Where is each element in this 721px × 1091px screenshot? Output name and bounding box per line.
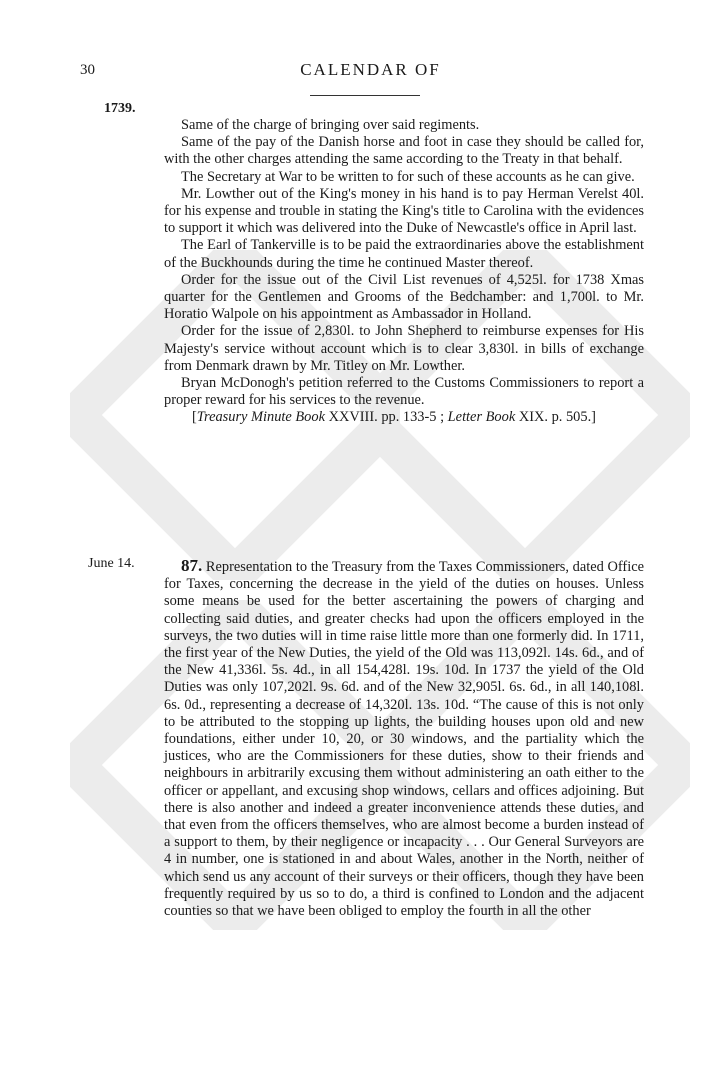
paragraph: Order for the issue of 2,830l. to John Shepherd to reimburse expenses for His Majesty's service without account which is to clear 3,830l. in bills of exchange from Denmark drawn by Mr. Titley on Mr. Lowther.	[164, 323, 644, 374]
paragraph: Order for the issue out of the Civil List revenues of 4,525l. for 1738 Xmas quarter for the Gentlemen and Grooms of the Bedchamber: and 1,700l. to Mr. Horatio Walpole on his appointment as Ambassador in Holland.	[164, 271, 644, 323]
source-citation: [Treasury Minute Book XXVIII. pp. 133-5 ; Letter Book XIX. p. 505.]	[192, 409, 596, 426]
citation-book-title: Letter Book	[447, 409, 516, 426]
minute-section	[164, 117, 644, 427]
paragraph: Same of the pay of the Danish horse and foot in case they should be called for, with the other charges attending the same according to the Treaty in that behalf.	[164, 134, 644, 168]
running-title: CALENDAR OF	[300, 60, 441, 79]
margin-date: June 14.	[88, 556, 135, 571]
margin-year: 1739.	[104, 101, 136, 116]
entry-paragraph	[164, 557, 644, 920]
citation-book-title: Treasury Minute Book	[196, 409, 325, 426]
paragraph: The Earl of Tankerville is to be paid the extraordinaries above the establishment of the Buckhounds during the time he continued Master thereof.	[164, 237, 644, 271]
paragraph: Bryan McDonogh's petition referred to the Customs Commissioners to report a proper reward for his services to the revenue.	[164, 375, 644, 409]
header-rule	[310, 95, 420, 96]
entry-number: 87.	[181, 556, 203, 575]
page-number: 30	[80, 62, 95, 78]
paragraph: The Secretary at War to be written to for such of these accounts as he can give.	[181, 168, 635, 185]
paragraph: Mr. Lowther out of the King's money in his hand is to pay Herman Verelst 40l. for his expense and trouble in stating the King's title to Carolina with the evidences to support it which was delivered into the Duke of Newcastle's office in April last.	[164, 185, 644, 237]
entry-text: Representation to the Treasury from the Taxes Commissioners, dated Office for Taxes, concerning the decrease in the yield of the duties on houses. Unless some means be used for the better ascertaining the powers of charging and collecting said duties, and greater checks had upon the officers employed in the surveys, the two duties will in time raise little more than one formerly did. In 1711, the first year of the New Duties, the yield of the Old was 113,092l. 14s. 6d., and of the New 41,336l. 5s. 4d., in all 154,428l. 19s. 10d. In 1737 the yield of the Old Duties was only 107,202l. 9s. 6d. and of the New 32,905l. 6s. 6d., in all 140,108l. 6s. 0d., representing a decrease of 14,320l. 13s. 10d. “The cause of this is not only to be attributed to the stopping up lights, the building houses upon old and new foundations, either under 10, 20, or 30 windows, and the partiality which the justices, who are the Commissioners for these duties, show to their friends and neighbours in arbitrarily excusing them without administering an oath either to the officer or appellant, and excusing shop windows, cellars and offices adjoining. But there is also another and indeed a greater inconvenience attends these duties, and that even from the officers themselves, who are almost become a burden instead of a support to them, by their negligence or incapacity . . . Our General Surveyors are 4 in number, one is stationed in and about Wales, another in the North, neither of which send us any account of their surveys or their officers, though they have been frequently required by us so to do, a third is confined to London and the adjacent counties so that we have been obliged to employ the fourth in all the other	[164, 559, 644, 920]
calendar-entry-87	[164, 557, 644, 920]
paragraph: Same of the charge of bringing over said regiments.	[181, 117, 480, 133]
